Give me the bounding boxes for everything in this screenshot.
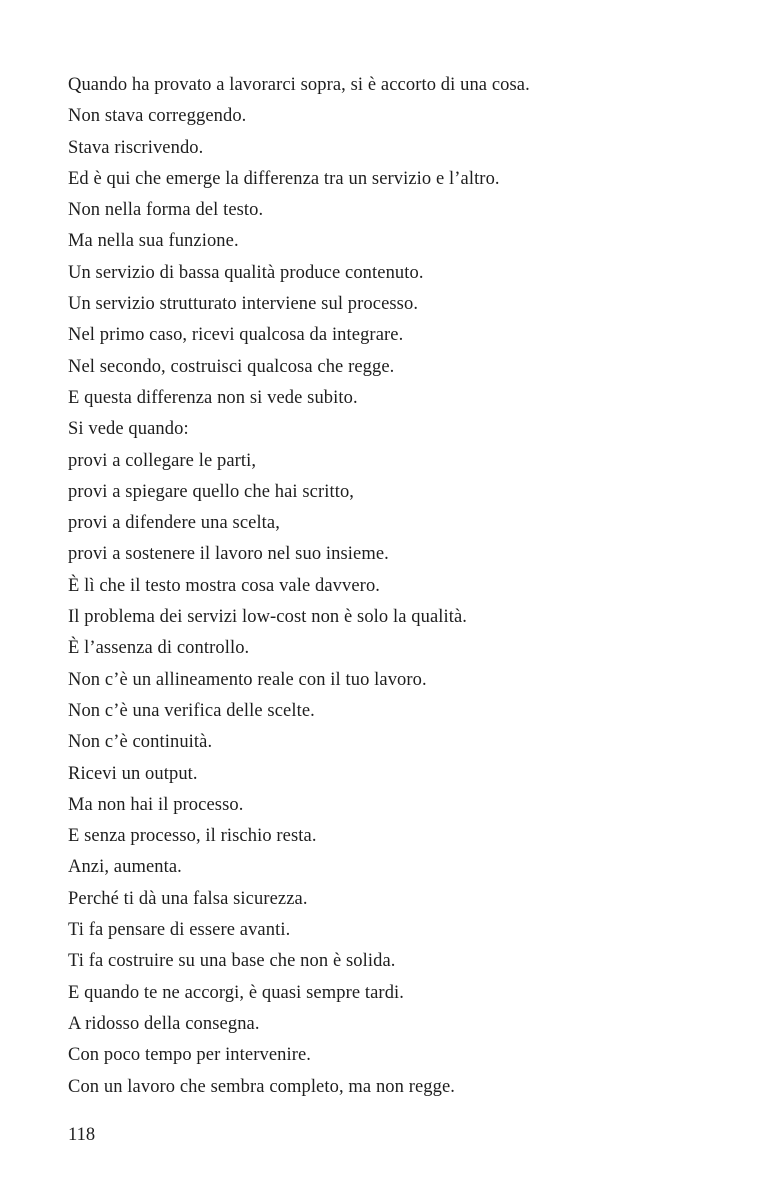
text-line: Nel secondo, costruisci qualcosa che regge.: [68, 356, 395, 377]
text-line: Un servizio strutturato interviene sul processo.: [68, 294, 419, 315]
text-line: E questa differenza non si vede subito.: [68, 387, 358, 408]
text-line: Ma non hai il processo.: [68, 794, 244, 815]
text-line: Ma nella sua funzione.: [68, 231, 239, 252]
text-line: Perché ti dà una falsa sicurezza.: [68, 888, 308, 909]
text-line: A ridosso della consegna.: [68, 1013, 260, 1034]
text-line: Non stava correggendo.: [68, 106, 247, 127]
text-line: Con un lavoro che sembra completo, ma non regge.: [68, 1076, 456, 1097]
text-line: È l’assenza di controllo.: [68, 638, 250, 659]
page-number: 118: [68, 1125, 96, 1145]
text-line: Nel primo caso, ricevi qualcosa da integrare.: [68, 325, 404, 346]
text-line: Quando ha provato a lavorarci sopra, si è accorto di una cosa.: [68, 75, 530, 95]
text-line: Anzi, aumenta.: [68, 857, 182, 878]
text-line: Non c’è una verifica delle scelte.: [68, 700, 315, 721]
text-line: E quando te ne accorgi, è quasi sempre tardi.: [68, 982, 405, 1003]
text-line: Ti fa costruire su una base che non è solida.: [68, 951, 396, 972]
text-line: provi a spiegare quello che hai scritto,: [68, 481, 355, 502]
text-line: Stava riscrivendo.: [68, 137, 204, 158]
text-line: Non c’è un allineamento reale con il tuo lavoro.: [68, 669, 427, 690]
text-line: Il problema dei servizi low-cost non è solo la qualità.: [68, 607, 468, 628]
text-line: provi a collegare le parti,: [68, 450, 257, 471]
text-line: Ed è qui che emerge la differenza tra un servizio e l’altro.: [68, 168, 500, 189]
text-line: Ricevi un output.: [68, 763, 198, 784]
text-line: provi a difendere una scelta,: [68, 513, 280, 534]
body-text: [68, 70, 708, 1103]
text-line: Un servizio di bassa qualità produce contenuto.: [68, 262, 424, 283]
text-line: Con poco tempo per intervenire.: [68, 1045, 312, 1066]
text-line: Ti fa pensare di essere avanti.: [68, 920, 291, 941]
text-line: Non c’è continuità.: [68, 732, 213, 753]
text-line: È lì che il testo mostra cosa vale davvero.: [68, 575, 381, 596]
text-line: Si vede quando:: [68, 419, 189, 440]
text-line: E senza processo, il rischio resta.: [68, 826, 317, 847]
text-line: provi a sostenere il lavoro nel suo insieme.: [68, 544, 389, 565]
text-line: Non nella forma del testo.: [68, 200, 264, 221]
